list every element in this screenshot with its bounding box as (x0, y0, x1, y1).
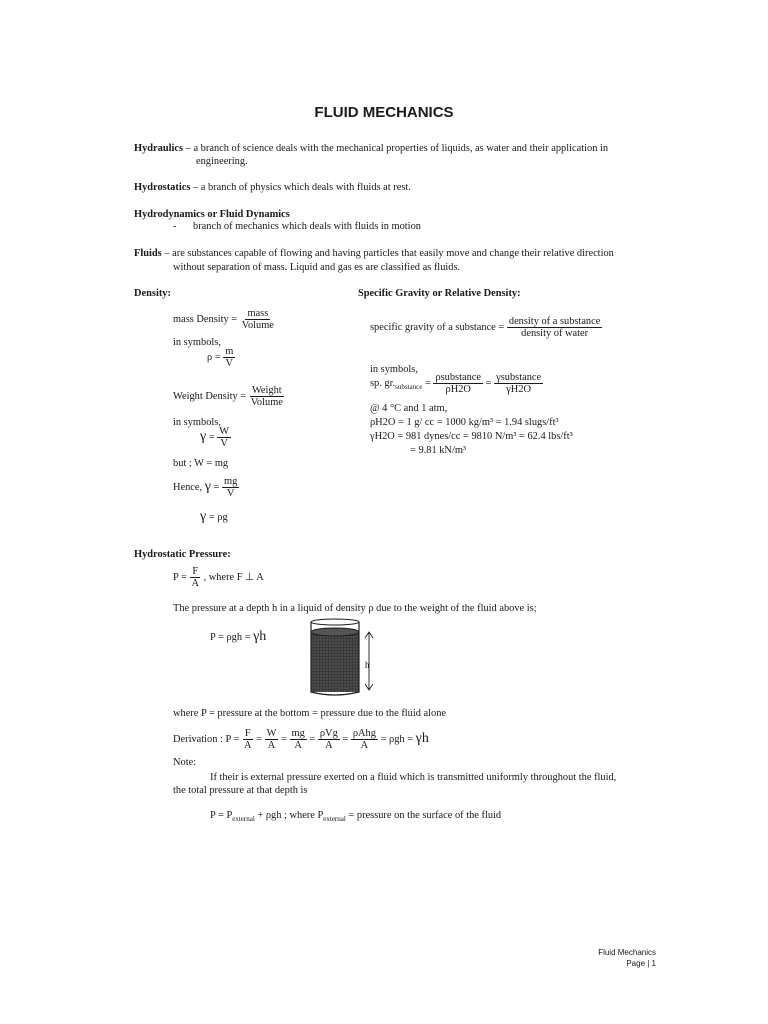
gamma-ratio (494, 372, 543, 395)
note-text: If their is external pressure exerted on a fluid which is transmitted uniformly throughout the fluid, (210, 772, 617, 783)
fraction-numerator: γsubstance (496, 372, 542, 383)
hydrostatics-term: Hydrostatics (134, 182, 191, 193)
gamma-rho-g-formula (200, 510, 228, 525)
sp-gr-formula (370, 372, 543, 395)
fraction-denominator: V (226, 488, 235, 499)
fluids-definition (134, 247, 654, 261)
surface-pressure-text: = pressure on the surface of the fluid (345, 810, 502, 821)
fraction-denominator: A (325, 740, 333, 751)
fluids-text: – are substances capable of flowing and having particles that easily move and change their relative direction (161, 248, 614, 259)
rho-lhs: ρ = (207, 351, 221, 363)
external-subscript: external (232, 815, 255, 824)
beaker-rim (311, 619, 359, 625)
fluids-term: Fluids (134, 248, 162, 259)
fraction-denominator: A (191, 578, 199, 589)
derivation-tail: = ρgh = (380, 733, 414, 745)
fraction-numerator: ρVg (319, 728, 338, 739)
fraction-numerator: mg (291, 728, 305, 739)
fraction-denominator: A (243, 740, 252, 751)
hydraulics-definition (134, 142, 654, 156)
total-pressure-formula (210, 809, 501, 826)
mass-density-label: mass Density = (173, 313, 238, 325)
equals-sign: = (309, 733, 316, 745)
fluids-text-continued: without separation of mass. Liquid and gas es are classified as fluids. (173, 262, 461, 273)
fraction-denominator: density of water (521, 328, 589, 339)
derivation-step-5 (351, 728, 378, 751)
derivation-step-3 (290, 728, 307, 751)
sp-gr-subscript: substance (395, 382, 423, 391)
fraction-denominator: A (267, 740, 276, 751)
hydraulics-text-continued: engineering. (196, 156, 248, 167)
fraction-denominator: A (294, 740, 302, 751)
hydrodynamics-text: branch of mechanics which deals with fluids in motion (193, 221, 421, 232)
equals-sign: = (256, 733, 262, 745)
hydrostatics-text: – a branch of physics which deals with fluids at rest. (190, 182, 411, 193)
hydraulics-term: Hydraulics (134, 143, 184, 154)
fraction-denominator: V (220, 438, 228, 449)
hydraulics-text: – a branch of science deals with the mechanical properties of liquids, as water and their application in (183, 143, 609, 154)
hence-formula (173, 476, 239, 499)
derivation-label: Derivation : P = (173, 733, 240, 745)
fraction-denominator: ρH2O (445, 384, 471, 395)
fraction-denominator: Volume (241, 320, 274, 331)
fraction-numerator: Weight (251, 385, 282, 396)
rho-g-h: P = ρgh = (210, 632, 251, 643)
derivation-step-1 (242, 728, 254, 751)
rho-formula (207, 346, 235, 369)
pressure-condition: , where F ⊥ A (203, 571, 264, 583)
fraction-numerator: m (225, 346, 234, 357)
hence-fraction (222, 476, 239, 499)
pressure-formula (173, 566, 264, 589)
specific-gravity-label: specific gravity of a substance = (370, 321, 505, 333)
water-density-values: ρH2O = 1 g/ cc = 1000 kg/m³ = 1.94 slugs/ft³ (370, 417, 559, 428)
pressure-lhs: P = (173, 571, 187, 583)
specific-gravity-formula (370, 316, 602, 339)
note-label: Note: (173, 757, 197, 768)
gamma-h: γh (415, 730, 429, 746)
weight-density-label: Weight Density = (173, 390, 247, 402)
hydrodynamics-term: Hydrodynamics or Fluid Dynamics (134, 209, 290, 220)
specific-gravity-heading: Specific Gravity or Relative Density: (358, 288, 521, 299)
fraction-numerator: F (192, 566, 199, 577)
hydrostatics-definition (134, 181, 411, 195)
total-pressure-rest: + ρgh ; where P (254, 810, 324, 821)
derivation-step-4 (318, 728, 340, 751)
note-text-continued: the total pressure at that depth is (173, 785, 308, 796)
fraction-denominator: V (225, 358, 234, 369)
liquid-fill (311, 632, 359, 692)
page-title: FLUID MECHANICS (314, 104, 454, 121)
standard-conditions: @ 4 °C and 1 atm, (370, 403, 448, 414)
total-pressure-lhs: P = P (210, 810, 233, 821)
mass-density-formula (173, 308, 276, 331)
fraction-numerator: density of a substance (508, 316, 601, 327)
rho-g-h-formula (210, 630, 266, 645)
equals-sign: = (485, 377, 492, 389)
fraction-denominator: Volume (250, 397, 283, 408)
water-specific-weight-values: γH2O = 981 dynes/cc = 9810 N/m³ = 62.4 lbs/ft³ (370, 431, 573, 442)
fraction-denominator: A (360, 740, 369, 751)
fraction-numerator: mg (224, 476, 238, 487)
depth-label: h (365, 660, 370, 670)
sp-gr-label: sp. gr. (370, 377, 396, 389)
external-subscript: external (323, 815, 346, 824)
gamma-symbol: γ (200, 509, 207, 524)
gamma-symbol: γ (200, 428, 207, 444)
equals-sign: = (213, 481, 220, 493)
liquid-surface (311, 628, 359, 636)
in-symbols-label: in symbols, (173, 337, 221, 348)
density-heading: Density: (134, 288, 171, 299)
fraction-numerator: W (266, 728, 277, 739)
where-pressure-text: where P = pressure at the bottom = pressure due to the fluid alone (173, 708, 447, 719)
equals-sign: = (208, 431, 215, 443)
footer-page-number: Page | 1 (626, 959, 656, 968)
gamma-symbol: γ (204, 478, 211, 494)
gamma-fraction (217, 426, 231, 449)
liquid-column-diagram (305, 618, 395, 698)
fraction-numerator: mass (247, 308, 269, 319)
rho-ratio (433, 372, 483, 395)
equals-sign: = (342, 733, 349, 745)
hydrostatic-pressure-heading: Hydrostatic Pressure: (134, 549, 231, 560)
fraction-numerator: ρAhg (352, 728, 376, 739)
fraction-numerator: ρsubstance (435, 372, 482, 383)
weight-density-formula (173, 385, 285, 408)
derivation-formula (173, 728, 429, 751)
fraction-numerator: F (244, 728, 251, 739)
water-specific-weight-kn: = 9.81 kN/m³ (410, 445, 467, 456)
in-symbols-label: in symbols, (370, 364, 418, 375)
gamma-h: γh (253, 629, 267, 644)
weight-density-fraction (249, 385, 285, 408)
in-symbols-label: in symbols, (173, 417, 221, 428)
pressure-fraction (189, 566, 201, 589)
hydrodynamics-dash: - (173, 221, 177, 232)
fraction-numerator: W (219, 426, 230, 437)
specific-gravity-fraction (507, 316, 602, 339)
rho-fraction (223, 346, 235, 369)
derivation-step-2 (265, 728, 279, 751)
page-footer (598, 947, 656, 969)
footer-title: Fluid Mechanics (598, 948, 656, 957)
equals-sign: = (281, 733, 287, 745)
depth-pressure-text: The pressure at a depth h in a liquid of density ρ due to the weight of the fluid above is; (173, 603, 537, 614)
specific-weight-formula (200, 426, 231, 449)
weight-relation: but ; W = mg (173, 458, 229, 469)
fraction-denominator: γH2O (506, 384, 532, 395)
hence-label: Hence, (173, 481, 203, 493)
mass-density-fraction (240, 308, 276, 331)
rho-g: = ρg (208, 512, 228, 523)
equals-sign: = (424, 377, 431, 389)
